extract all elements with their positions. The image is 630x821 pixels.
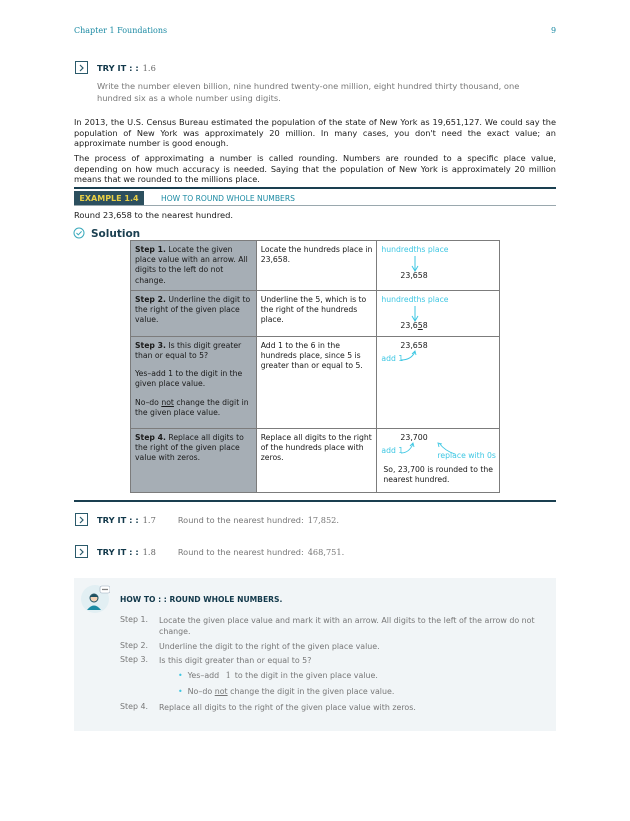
step-work xyxy=(377,290,500,336)
divider xyxy=(74,187,556,189)
try-it-1-7 xyxy=(75,513,339,526)
try-it-text: Write the number eleven billion, nine hundred twenty-one million, eight hundred thirty thousand, one hundred six as a whole number using digits. xyxy=(97,81,520,103)
text-part: Yes–add xyxy=(187,671,220,680)
try-it-value: 468,751. xyxy=(307,546,345,557)
try-it-1-8 xyxy=(75,545,344,558)
try-it-question: Round to the nearest hundred: xyxy=(177,514,304,525)
how-to-step-text: Underline the digit to the right of the given place value. xyxy=(159,642,380,651)
place-label: hundredths place xyxy=(381,245,449,254)
table-row xyxy=(131,336,500,428)
try-it-number: 1.8 xyxy=(142,546,156,557)
table-row xyxy=(131,241,500,291)
steps-table xyxy=(130,240,500,493)
step-text: Is this digit greater than or equal to 5? xyxy=(135,340,242,361)
table-row xyxy=(131,290,500,336)
step-cell xyxy=(131,336,257,428)
how-to-no xyxy=(178,686,394,697)
number-part: 1 xyxy=(225,671,231,680)
number-part: 23,6 xyxy=(400,320,418,330)
step-text: Underline the digit to the right of the given place value. xyxy=(135,294,251,325)
person-icon xyxy=(80,584,110,618)
how-to-step-text: Is this digit greater than or equal to 5? xyxy=(159,656,312,665)
try-it-label: TRY IT : : xyxy=(97,514,139,525)
text-part: No–do xyxy=(187,687,215,696)
add-one-label: add 1 xyxy=(381,445,404,455)
chevron-right-icon[interactable] xyxy=(75,545,88,558)
divider xyxy=(74,500,556,502)
example-title: HOW TO ROUND WHOLE NUMBERS xyxy=(161,194,295,203)
step-explanation: Locate the hundreds place in 23,658. xyxy=(256,241,377,291)
check-circle-icon xyxy=(73,224,85,243)
divider xyxy=(74,205,556,206)
number-value: 23,700 xyxy=(400,432,428,442)
try-it-number: 1.6 xyxy=(142,62,156,73)
underlined-word: not xyxy=(214,687,228,696)
step-explanation: Replace all digits to the right of the hundreds place with zeros. xyxy=(256,428,377,492)
try-it-number: 1.7 xyxy=(142,514,156,525)
how-to-title: HOW TO : : ROUND WHOLE NUMBERS. xyxy=(120,595,283,604)
underlined-word: not xyxy=(161,397,174,407)
paragraph-1: In 2013, the U.S. Census Bureau estimated the population of the state of New York as 19,651,127. We could say the population of New York was approximately 20 million. In many cases, you don't need the exact value; an approximate number is good enough. xyxy=(74,117,556,149)
conclusion: So, 23,700 is rounded to the nearest hundred. xyxy=(383,464,493,485)
try-it-1-6 xyxy=(75,61,156,74)
number-value xyxy=(400,321,427,331)
step-text: Locate the given place value with an arrow. All digits to the left do not change. xyxy=(135,245,248,285)
step-label: Step 2. xyxy=(135,294,166,304)
chevron-right-icon[interactable] xyxy=(75,513,88,526)
number-part: 8 xyxy=(422,320,428,330)
paragraph-2: The process of approximating a number is called rounding. Numbers are rounded to a specific place value, depending on how much accuracy is needed. Saying that the population of New York is approximately 20 million means that we rounded to the millions place. xyxy=(74,153,556,185)
step-cell xyxy=(131,290,257,336)
how-to-yes xyxy=(178,670,378,681)
step-yes: Yes–add 1 to the digit in the given place value. xyxy=(135,369,243,389)
how-to-step-text: Replace all digits to the right of the given place value with zeros. xyxy=(159,703,416,712)
replace-zeros-label: replace with 0s xyxy=(437,450,496,460)
solution-label: Solution xyxy=(91,227,141,240)
step-explanation: Underline the 5, which is to the right of the hundreds place. xyxy=(256,290,377,336)
step-cell xyxy=(131,428,257,492)
table-row xyxy=(131,428,500,492)
step-label: Step 4. xyxy=(135,432,166,442)
example-tag: EXAMPLE 1.4 xyxy=(74,191,144,205)
step-explanation: Add 1 to the 6 in the hundreds place, since 5 is greater than or equal to 5. xyxy=(256,336,377,428)
try-it-value: 17,852. xyxy=(307,514,339,525)
number-value: 23,658 xyxy=(400,340,428,350)
number-value: 23,658 xyxy=(400,271,428,280)
text-part: change the digit in the given place value. xyxy=(135,397,249,417)
page-number: 9 xyxy=(551,26,557,35)
try-it-question: Round to the nearest hundred: xyxy=(177,546,304,557)
try-it-label: TRY IT : : xyxy=(97,62,139,73)
chapter-title: Chapter 1 Foundations xyxy=(74,26,168,35)
step-cell xyxy=(131,241,257,291)
how-to-step-label: Step 4. xyxy=(120,702,149,711)
step-no xyxy=(135,398,252,418)
try-it-label: TRY IT : : xyxy=(97,546,139,557)
chevron-right-icon[interactable] xyxy=(75,61,88,74)
step-label: Step 3. xyxy=(135,340,166,350)
place-label: hundredths place xyxy=(381,294,449,304)
underlined-digit: 5 xyxy=(417,320,423,330)
step-text: Replace all digits to the right of the given place value with zeros. xyxy=(135,432,244,463)
bullet-icon: • xyxy=(178,687,183,696)
bullet-icon: • xyxy=(178,671,183,680)
example-prompt: Round 23,658 to the nearest hundred. xyxy=(74,210,234,220)
text-part: change the digit in the given place value. xyxy=(227,687,395,696)
text-part: No–do xyxy=(135,397,162,407)
how-to-step-label: Step 3. xyxy=(120,655,149,664)
step-work xyxy=(377,336,500,428)
step-work xyxy=(377,241,500,291)
how-to-step-text: Locate the given place value and mark it with an arrow. All digits to the left of the arrow do not change. xyxy=(159,616,535,636)
how-to-step-label: Step 1. xyxy=(120,615,149,624)
how-to-step-label: Step 2. xyxy=(120,641,149,650)
step-work xyxy=(377,428,500,492)
step-label: Step 1. xyxy=(135,245,166,254)
text-part: to the digit in the given place value. xyxy=(234,671,378,680)
add-one-label: add 1 xyxy=(381,353,404,363)
